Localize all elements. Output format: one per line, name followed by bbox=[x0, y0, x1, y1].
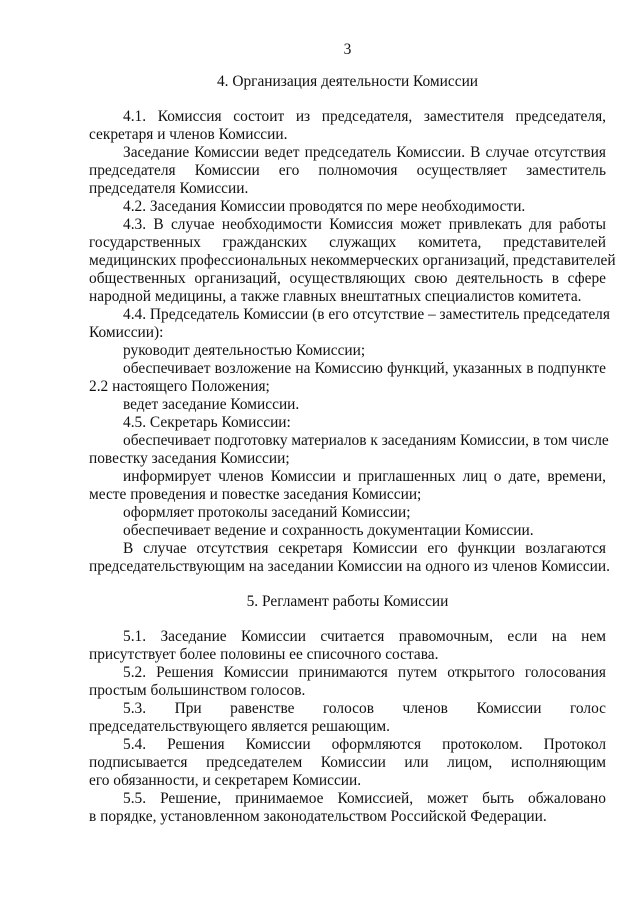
text-line: Комиссии): bbox=[89, 324, 164, 341]
text-line: 5.1. Заседание Комиссии считается правомочным, если на нем bbox=[123, 628, 606, 645]
text-line: обеспечивает ведение и сохранность документации Комиссии. bbox=[123, 522, 534, 539]
text-line: председателя Комиссии. bbox=[89, 180, 249, 197]
text-line: в порядке, установленном законодательством Российской Федерации. bbox=[89, 808, 547, 825]
text-line: 4.2. Заседания Комиссии проводятся по мере необходимости. bbox=[123, 198, 526, 215]
text-line: простым большинством голосов. bbox=[89, 682, 306, 699]
text-line: 5.2. Решения Комиссии принимаются путем открытого голосования bbox=[123, 664, 606, 681]
text-line: присутствует более половины ее списочного состава. bbox=[89, 646, 439, 663]
text-line: председательствующего является решающим. bbox=[89, 718, 390, 735]
text-line: оформляет протоколы заседаний Комиссии; bbox=[123, 504, 411, 521]
text-line: его обязанности, и секретарем Комиссии. bbox=[89, 772, 362, 789]
section-5-heading: 5. Регламент работы Комиссии bbox=[246, 593, 449, 610]
text-line: народной медицины, а также главных внештатных специалистов комитета. bbox=[89, 288, 582, 305]
text-line: 4.5. Секретарь Комиссии: bbox=[123, 414, 291, 431]
text-line: медицинских профессиональных некоммерческих организаций, представителей bbox=[89, 252, 616, 269]
page-number: 3 bbox=[343, 41, 352, 58]
text-line: 5.5. Решение, принимаемое Комиссией, может быть обжаловано bbox=[123, 790, 606, 807]
text-line: общественных организаций, осуществляющих свою деятельность в сфере bbox=[89, 270, 606, 287]
text-line: председательствующим на заседании Комиссии на одного из членов Комиссии. bbox=[89, 558, 610, 575]
section-4-heading: 4. Организация деятельности Комиссии bbox=[216, 73, 479, 90]
text-line: подписывается председателем Комиссии или лицом, исполняющим bbox=[89, 754, 606, 771]
text-line: председателя Комиссии его полномочия осуществляет заместитель bbox=[89, 162, 606, 179]
text-line: 5.4. Решения Комиссии оформляются протоколом. Протокол bbox=[123, 736, 606, 753]
text-line: государственных гражданских служащих комитета, представителей bbox=[89, 234, 606, 251]
text-line: 5.3. При равенстве голосов членов Комиссии голос bbox=[123, 700, 606, 717]
text-line: 4.4. Председатель Комиссии (в его отсутствие – заместитель председателя bbox=[123, 306, 610, 323]
text-line: повестку заседания Комиссии; bbox=[89, 450, 290, 467]
text-line: информирует членов Комиссии и приглашенных лиц о дате, времени, bbox=[123, 468, 606, 485]
text-line: 4.3. В случае необходимости Комиссия может привлекать для работы bbox=[123, 216, 606, 233]
text-line: 4.1. Комиссия состоит из председателя, заместителя председателя, bbox=[123, 108, 606, 125]
text-line: В случае отсутствия секретаря Комиссии его функции возлагаются bbox=[123, 540, 606, 557]
text-line: ведет заседание Комиссии. bbox=[123, 396, 300, 413]
text-line: обеспечивает возложение на Комиссию функций, указанных в подпункте bbox=[123, 360, 606, 377]
text-line: секретаря и членов Комиссии. bbox=[89, 126, 288, 143]
text-line: обеспечивает подготовку материалов к заседаниям Комиссии, в том числе bbox=[123, 432, 609, 449]
text-line: руководит деятельностью Комиссии; bbox=[123, 342, 366, 359]
text-line: Заседание Комиссии ведет председатель Комиссии. В случае отсутствия bbox=[123, 144, 606, 161]
text-line: 2.2 настоящего Положения; bbox=[89, 378, 270, 395]
text-line: месте проведения и повестке заседания Комиссии; bbox=[89, 486, 422, 503]
